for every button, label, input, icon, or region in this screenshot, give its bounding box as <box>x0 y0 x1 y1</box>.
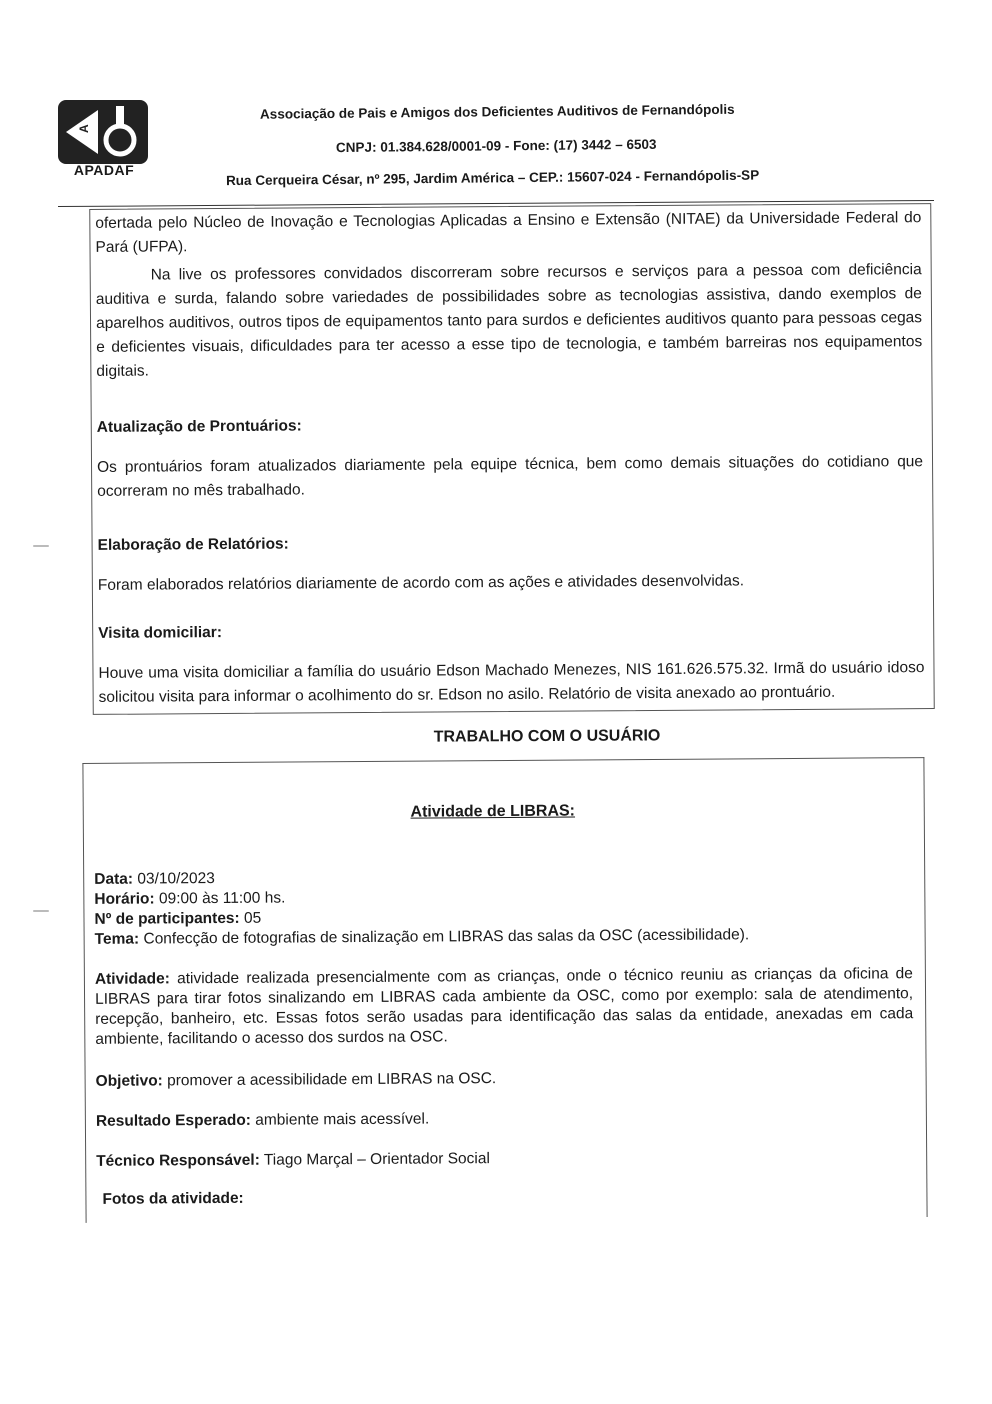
report-box <box>89 203 935 715</box>
section-text-prontuarios: Os prontuários foram atualizados diariamente pela equipe técnica, bem como demais situações do cotidiano que ocorreram no mês trabalhado. <box>96 453 924 500</box>
org-name: Associação de Pais e Amigos dos Deficientes Auditivos de Fernandópolis <box>259 101 735 122</box>
theme-value: Confecção de fotografias de sinalização em LIBRAS das salas da OSC (acessibilidade). <box>143 926 750 948</box>
section-text-visita: Houve uma visita domiciliar a família do usuário Edson Machado Menezes, NIS 161.626.575.32. Irmã do usuário idoso solicitou visita para informar o acolhimento do sr. Edson no asilo. Relatório de visita anexado ao prontuário. <box>98 659 925 706</box>
logo-text: APADAF <box>73 162 135 178</box>
result-row: Resultado Esperado: ambiente mais acessível. <box>95 1110 430 1130</box>
address-line: Rua Cerqueira César, nº 295, Jardim América – CEP.: 15607-024 - Fernandópolis-SP <box>225 167 760 189</box>
result-value: ambiente mais acessível. <box>255 1110 430 1129</box>
tech-value: Tiago Marçal – Orientador Social <box>263 1150 490 1169</box>
work-title: TRABALHO COM O USUÁRIO <box>433 727 661 746</box>
date-value: 03/10/2023 <box>137 870 215 888</box>
activity-title: Atividade de LIBRAS: <box>410 802 576 821</box>
theme-row: Tema: Confecção de fotografias de sinalização em LIBRAS das salas da OSC (acessibilidade). <box>94 926 750 948</box>
section-title-visita: Visita domiciliar: <box>98 624 223 642</box>
objective-row: Objetivo: promover a acessibilidade em LIBRAS na OSC. <box>95 1070 497 1090</box>
apadaf-logo <box>58 100 150 180</box>
intro-paragraph: ofertada pelo Núcleo de Inovação e Tecnologias Aplicadas a Ensino e Extensão (NITAE) da Universidade Federal do Pará (UFPA). <box>95 209 922 256</box>
live-paragraph: Na live os professores convidados discorreram sobre recursos e serviços para a pessoa com deficiência auditiva e surda, falando sobre variedades de possibilidades sobre as tecnologias assistiva, dando exemplos de aparelhos auditivos, outros tipos de equipamentos tanto para surdos e deficientes auditivos quanto para pessoas cegas e deficientes visuais, dificuldades para ter acesso a esse tipo de tecnologia, e também barreiras nos equipamentos digitais. <box>95 261 923 380</box>
scan-mark <box>33 545 49 547</box>
time-row: Horário: 09:00 às 11:00 hs. <box>94 889 286 908</box>
activity-value: atividade realizada presencialmente com as crianças, onde o técnico reuniu as crianças da oficina de LIBRAS para tirar fotos sinalizando em LIBRAS cada ambiente da OSC, como por exemplo: sala de atendimento, recepção, banheiro, etc. Essas fotos serão usadas para identificação das salas da entidade, anexadas em cada ambiente, facilitando o acesso dos surdos na OSC. <box>94 965 914 1048</box>
svg-text:A: A <box>77 124 91 133</box>
section-text-relatorios: Foram elaborados relatórios diariamente de acordo com as ações e atividades desenvolvidas. <box>97 572 745 594</box>
tech-row: Técnico Responsável: Tiago Marçal – Orientador Social <box>96 1150 490 1170</box>
time-value: 09:00 às 11:00 hs. <box>158 889 286 908</box>
participants-value: 05 <box>243 909 262 927</box>
letterhead <box>0 0 992 210</box>
photos-label: Fotos da atividade: <box>102 1189 244 1208</box>
activity-row: Atividade: atividade realizada presencialmente com as crianças, onde o técnico reuniu as crianças da oficina de LIBRAS para tirar fotos sinalizando em LIBRAS cada ambiente da OSC, como por exemplo: sala de atendimento, recepção, banheiro, etc. Essas fotos serão usadas para identificação das salas da entidade, anexadas em cada ambiente, facilitando o acesso dos surdos na OSC. <box>94 965 914 1048</box>
participants-row: Nº de participantes: 05 <box>94 909 262 928</box>
photos-row <box>96 1184 914 1210</box>
activity-box <box>82 757 927 1223</box>
objective-value: promover a acessibilidade em LIBRAS na OSC. <box>167 1070 497 1090</box>
section-title-prontuarios: Atualização de Prontuários: <box>96 417 302 436</box>
cnpj-line: CNPJ: 01.384.628/0001-09 - Fone: (17) 3442 – 6503 <box>335 136 657 156</box>
logo-emblem <box>58 100 148 164</box>
date-row: Data: 03/10/2023 <box>94 870 215 888</box>
scan-mark <box>33 910 49 912</box>
section-title-relatorios: Elaboração de Relatórios: <box>97 535 289 554</box>
